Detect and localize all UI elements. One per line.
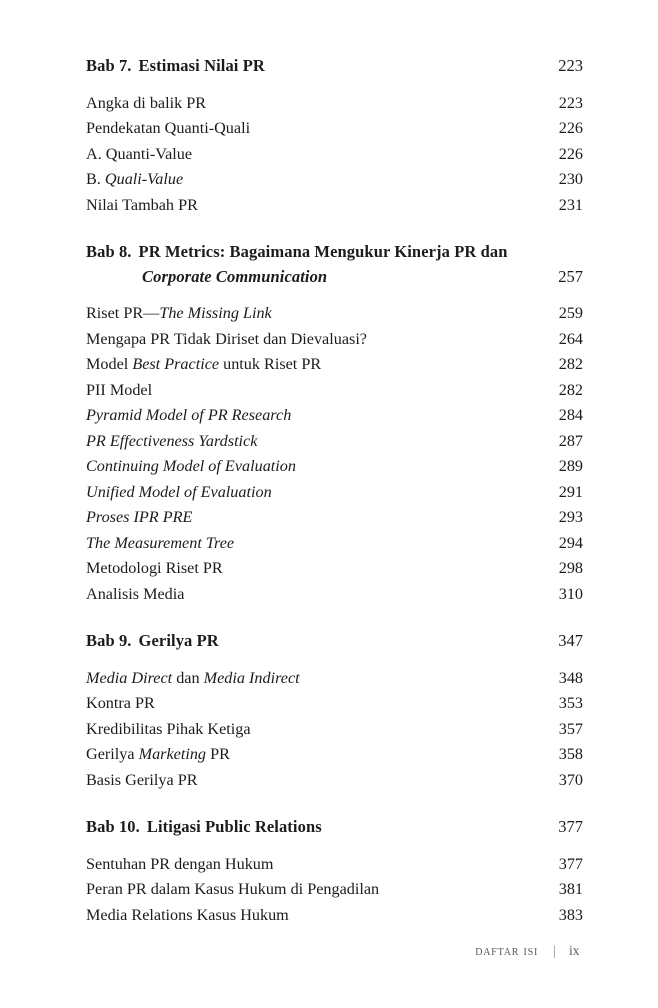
toc-entry-page-number: 291: [558, 482, 583, 501]
toc-entry-page-number: 383: [558, 905, 583, 924]
toc-entry-title: [86, 167, 539, 193]
toc-entry-row[interactable]: [86, 852, 583, 878]
chapter-title-text: Litigasi Public Relations: [146, 817, 322, 836]
chapter-heading-row[interactable]: [86, 244, 583, 285]
toc-section: [86, 244, 583, 607]
toc-entry-row[interactable]: [86, 877, 583, 903]
toc-entry-row[interactable]: [86, 91, 583, 117]
toc-entry-page-number: 357: [558, 719, 583, 738]
entry-text-roman: Peran PR dalam Kasus Hukum di Pengadilan: [86, 880, 380, 898]
chapter-page-number: 257: [558, 266, 583, 286]
toc-entry-page-number: 223: [558, 93, 583, 112]
chapter-label: Bab 8.: [86, 242, 132, 261]
toc-entry-title: [86, 142, 539, 168]
footer-label: daftar isi: [475, 944, 539, 959]
chapter-title: [86, 244, 539, 285]
toc-entry-row[interactable]: [86, 666, 583, 692]
entry-text-roman: Metodologi Riset PR: [86, 559, 223, 577]
toc-entry-row[interactable]: [86, 768, 583, 794]
entry-text-italic: Marketing: [138, 745, 207, 763]
toc-entry-title: [86, 531, 539, 557]
toc-entry-title: [86, 852, 539, 878]
entry-text-roman: PII Model: [86, 380, 153, 399]
toc-entry-row[interactable]: [86, 327, 583, 353]
toc-entry-row[interactable]: [86, 142, 583, 168]
chapter-page-number: 223: [558, 56, 583, 75]
entry-text-italic: Pyramid Model of PR Research: [86, 406, 292, 424]
toc-entry-title: [86, 352, 539, 378]
chapter-label: Bab 10.: [86, 817, 140, 836]
toc-entry-row[interactable]: [86, 505, 583, 531]
toc-entry-row[interactable]: [86, 691, 583, 717]
toc-entry-row[interactable]: [86, 531, 583, 557]
toc-entry-title: [86, 116, 539, 142]
entry-text-roman: Pendekatan Quanti-Quali: [86, 119, 251, 137]
toc-entry-title: [86, 556, 539, 582]
toc-entry-page-number: 358: [558, 745, 583, 763]
entry-text-italic: Media Indirect: [203, 668, 300, 687]
toc-entry-title: [86, 582, 539, 608]
toc-entry-page-number: 381: [558, 880, 583, 898]
toc-entry-page-number: 282: [558, 355, 583, 373]
footer-page-number: ix: [569, 943, 580, 958]
chapter-title-text: Estimasi Nilai PR: [138, 56, 265, 75]
entry-text-italic: Proses IPR PRE: [86, 508, 193, 526]
chapter-heading-row[interactable]: [86, 58, 583, 75]
toc-entry-page-number: 353: [558, 694, 583, 712]
toc-entry-row[interactable]: [86, 717, 583, 743]
entry-text-roman: dan: [172, 668, 204, 687]
entry-text-roman: Riset PR—: [86, 304, 160, 322]
toc-entry-page-number: 226: [558, 144, 583, 163]
entry-text-roman: B.: [86, 170, 105, 188]
toc-entry-title: [86, 403, 539, 429]
toc-entry-title: [86, 378, 539, 404]
toc-entry-row[interactable]: [86, 193, 583, 219]
entry-text-roman: Basis Gerilya PR: [86, 770, 198, 789]
toc-entry-title: [86, 327, 539, 353]
toc-entry-page-number: 259: [558, 304, 583, 322]
toc-entry-title: [86, 480, 539, 506]
toc-entry-row[interactable]: [86, 403, 583, 429]
entry-text-roman: untuk Riset PR: [219, 355, 322, 373]
toc-entry-title: [86, 666, 539, 692]
chapter-title: [86, 819, 539, 836]
entry-text-roman: Media Relations Kasus Hukum: [86, 905, 289, 924]
chapter-title: [86, 58, 539, 75]
toc-entry-page-number: 226: [558, 119, 583, 137]
entry-text-italic: Media Direct: [86, 668, 173, 687]
toc-entry-page-number: 289: [558, 457, 583, 475]
toc-entry-page-number: 310: [558, 584, 583, 603]
toc-entry-title: [86, 742, 539, 768]
footer-separator: |: [553, 944, 556, 959]
entry-text-italic: The Measurement Tree: [86, 533, 235, 552]
chapter-title-text: Gerilya PR: [138, 631, 219, 650]
toc-entry-title: [86, 691, 539, 717]
toc-entry-page-number: 348: [558, 668, 583, 687]
toc-entry-title: [86, 301, 539, 327]
chapter-page-number: 377: [558, 817, 583, 836]
toc-entry-page-number: 370: [558, 770, 583, 789]
toc-entry-page-number: 264: [558, 329, 583, 348]
entry-text-italic: PR Effectiveness Yardstick: [86, 431, 258, 450]
entry-text-roman: Analisis Media: [86, 584, 185, 603]
entry-text-roman: A. Quanti-Value: [86, 144, 193, 163]
toc-entry-page-number: 377: [558, 854, 583, 873]
entry-text-roman: Model: [86, 355, 133, 373]
entry-text-italic: Best Practice: [132, 355, 220, 373]
toc-entry-title: [86, 505, 539, 531]
toc-entry-title: [86, 429, 539, 455]
entry-text-roman: PR: [206, 745, 230, 763]
toc-entry-title: [86, 193, 539, 219]
chapter-title-continuation: Corporate Communication: [142, 266, 328, 286]
toc-entry-row[interactable]: [86, 301, 583, 327]
toc-entry-title: [86, 454, 539, 480]
entry-text-roman: Kontra PR: [86, 694, 155, 712]
toc-entry-row[interactable]: [86, 167, 583, 193]
toc-entry-row[interactable]: [86, 742, 583, 768]
entry-text-roman: Gerilya: [86, 745, 139, 763]
toc-entry-title: [86, 768, 539, 794]
chapter-title: [86, 633, 539, 650]
toc-section: [86, 58, 583, 218]
toc-entry-page-number: 284: [558, 406, 583, 424]
table-of-contents: [86, 58, 583, 928]
toc-entry-page-number: 298: [558, 559, 583, 577]
toc-entry-title: [86, 91, 539, 117]
chapter-label: Bab 7.: [86, 56, 132, 75]
entry-text-italic: Unified Model of Evaluation: [86, 482, 272, 501]
toc-entry-row[interactable]: [86, 454, 583, 480]
entry-text-italic: Continuing Model of Evaluation: [86, 457, 296, 475]
chapter-heading-row[interactable]: [86, 819, 583, 836]
toc-entry-title: [86, 903, 539, 929]
entry-text-roman: Angka di balik PR: [86, 93, 207, 112]
toc-section: [86, 633, 583, 793]
toc-entry-row[interactable]: [86, 556, 583, 582]
toc-section: [86, 819, 583, 928]
entry-text-roman: Mengapa PR Tidak Diriset dan Dievaluasi?: [86, 329, 367, 348]
toc-entry-row[interactable]: [86, 352, 583, 378]
entry-text-italic: Quali-Value: [104, 170, 184, 188]
toc-entry-title: [86, 877, 539, 903]
entry-text-roman: Kredibilitas Pihak Ketiga: [86, 719, 251, 738]
toc-entry-page-number: 294: [558, 533, 583, 552]
page-footer: [86, 943, 583, 960]
toc-entry-title: [86, 717, 539, 743]
toc-entry-row[interactable]: [86, 582, 583, 608]
chapter-heading-row[interactable]: [86, 633, 583, 650]
toc-entry-row[interactable]: [86, 378, 583, 404]
chapter-label: Bab 9.: [86, 631, 132, 650]
toc-entry-page-number: 287: [558, 431, 583, 450]
entry-text-italic: The Missing Link: [159, 304, 272, 322]
toc-entry-page-number: 282: [558, 380, 583, 399]
toc-entry-page-number: 293: [558, 508, 583, 526]
entry-text-roman: Sentuhan PR dengan Hukum: [86, 854, 274, 873]
toc-entry-row[interactable]: [86, 429, 583, 455]
chapter-page-number: 347: [558, 631, 583, 650]
chapter-title-text: PR Metrics: Bagaimana Mengukur Kinerja PR dan: [138, 242, 508, 261]
toc-entry-row[interactable]: [86, 116, 583, 142]
toc-entry-row[interactable]: [86, 480, 583, 506]
toc-entry-page-number: 230: [558, 170, 583, 188]
entry-text-roman: Nilai Tambah PR: [86, 195, 198, 214]
toc-entry-page-number: 231: [558, 195, 583, 214]
toc-entry-row[interactable]: [86, 903, 583, 929]
